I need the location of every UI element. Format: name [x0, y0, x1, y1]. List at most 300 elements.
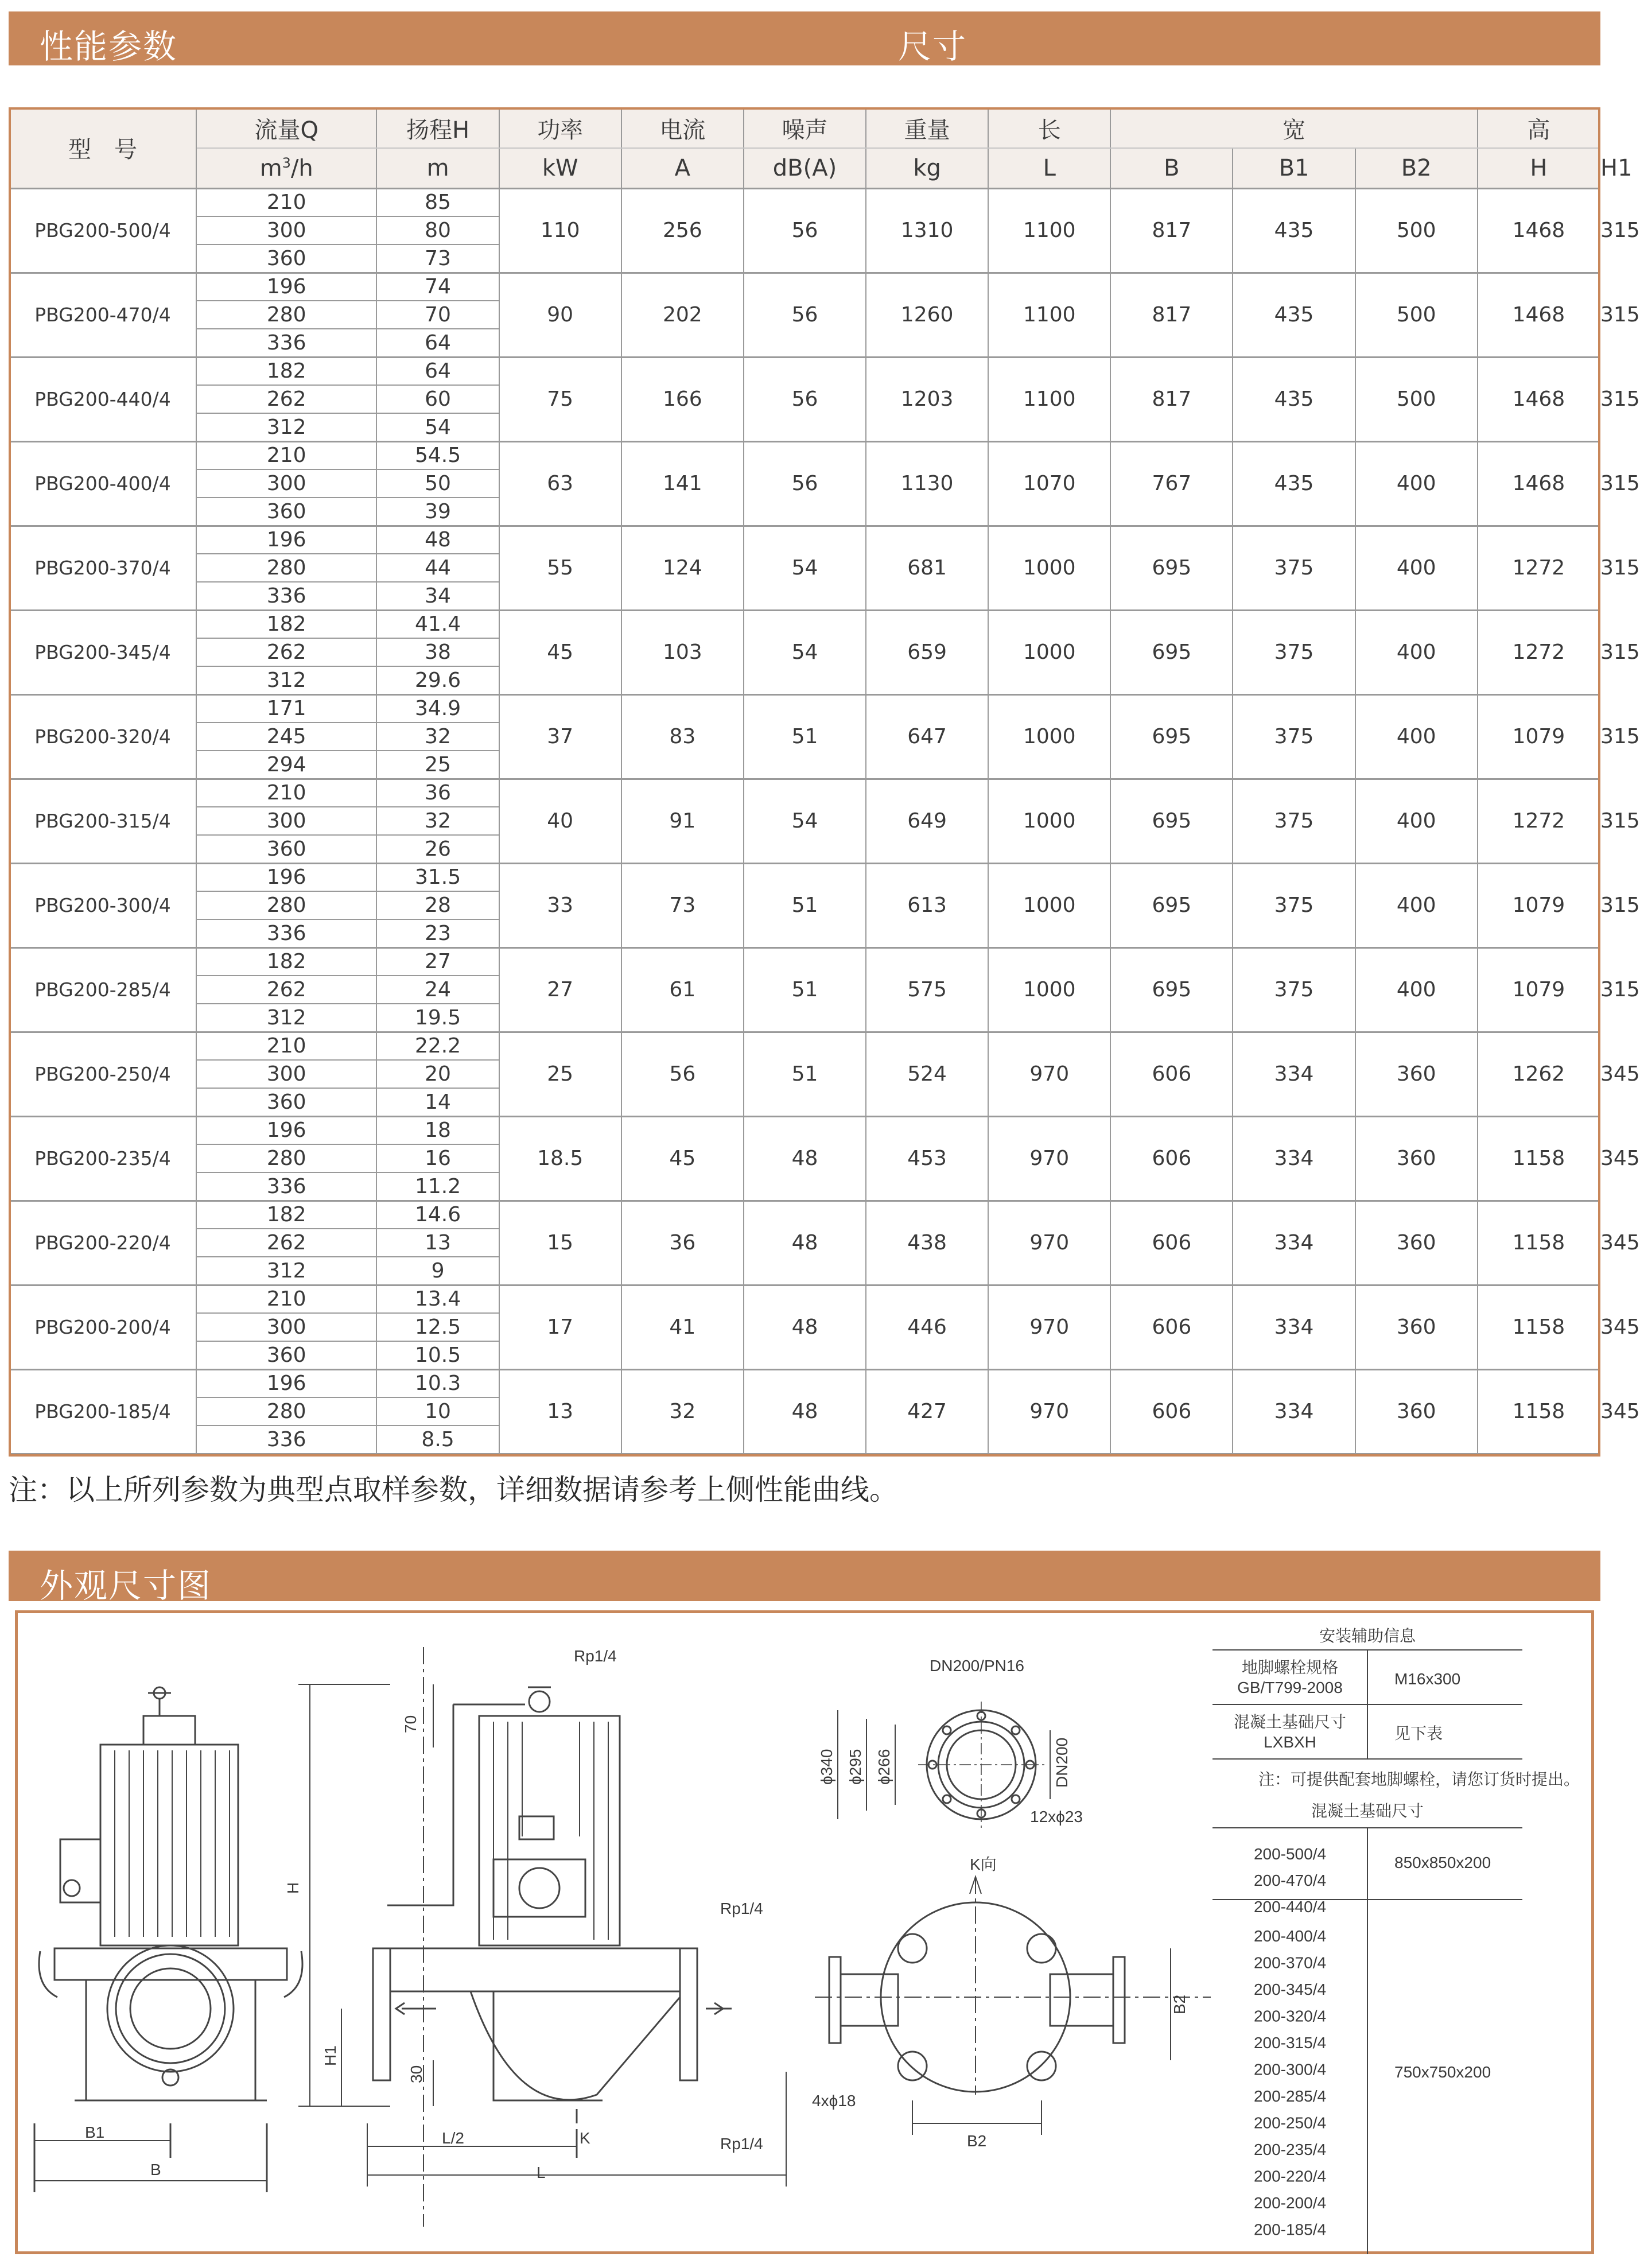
cell-b1: 334	[1233, 1285, 1355, 1369]
cell-head: 14.6	[376, 1201, 499, 1229]
table-row: PBG200-220/4 182 14.6 15 36 48 438 970 606 334 360 1158 345	[9, 1201, 1600, 1229]
cell-b1: 375	[1233, 947, 1355, 1032]
cell-head: 18	[376, 1116, 499, 1144]
cell-flow: 171	[196, 694, 377, 723]
cell-b1: 435	[1233, 357, 1355, 441]
cell-a: 73	[621, 863, 744, 947]
label-30: 30	[407, 2065, 425, 2083]
pump-front-view	[34, 1687, 302, 2192]
cell-b1: 435	[1233, 273, 1355, 357]
cell-flow: 300	[196, 807, 377, 835]
table-row: PBG200-500/4 210 85 110 256 56 1310 1100 817 435 500 1468 315	[9, 188, 1600, 216]
cell-model: PBG200-320/4	[9, 694, 196, 779]
cell-db: 48	[744, 1285, 866, 1369]
cell-flow: 262	[196, 385, 377, 413]
cell-flow: 210	[196, 188, 377, 216]
cell-l: 1100	[988, 357, 1110, 441]
cell-flow: 336	[196, 919, 377, 947]
unit-head: m	[376, 148, 499, 188]
cell-flow: 294	[196, 751, 377, 779]
cell-head: 31.5	[376, 863, 499, 891]
cell-h: 1079	[1478, 947, 1600, 1032]
cell-model: PBG200-370/4	[9, 526, 196, 610]
cell-model: PBG200-315/4	[9, 779, 196, 863]
label-B: B	[150, 2161, 161, 2178]
cell-b1: 334	[1233, 1369, 1355, 1454]
cell-a: 32	[621, 1369, 744, 1454]
cell-l: 970	[988, 1116, 1110, 1201]
cell-kg: 453	[866, 1116, 988, 1201]
table-row: PBG200-315/4 210 36 40 91 54 649 1000 695 375 400 1272 315	[9, 779, 1600, 807]
cell-head: 12.5	[376, 1313, 499, 1341]
cell-head: 38	[376, 638, 499, 666]
cell-a: 103	[621, 610, 744, 694]
cell-b2: 400	[1355, 947, 1478, 1032]
cell-head: 60	[376, 385, 499, 413]
unit-power: kW	[499, 148, 621, 188]
install-table-lines	[1212, 1650, 1522, 2254]
cell-kg: 575	[866, 947, 988, 1032]
label-phi295: ϕ295	[846, 1749, 864, 1785]
unit-current: A	[621, 148, 744, 188]
cell-model: PBG200-500/4	[9, 188, 196, 273]
install-conc-label-1: 混凝土基础尺寸	[1233, 1713, 1347, 1731]
install-conc-value: 见下表	[1394, 1725, 1443, 1742]
label-dn200: DN200	[1053, 1737, 1071, 1788]
cell-head: 9	[376, 1257, 499, 1285]
cell-kw: 25	[499, 1032, 621, 1116]
cell-b: 767	[1110, 441, 1233, 526]
cell-head: 8.5	[376, 1426, 499, 1454]
cell-model: PBG200-185/4	[9, 1369, 196, 1454]
unit-L: L	[988, 148, 1110, 188]
install-note: 注：可提供配套地脚螺栓，请您订货时提出。	[1258, 1770, 1580, 1788]
cell-h: 1468	[1478, 188, 1600, 273]
cell-flow: 336	[196, 1172, 377, 1201]
label-H: H	[284, 1882, 302, 1894]
cell-kg: 681	[866, 526, 988, 610]
cell-head: 85	[376, 188, 499, 216]
cell-db: 51	[744, 694, 866, 779]
cell-b: 695	[1110, 779, 1233, 863]
label-phi266: ϕ266	[875, 1749, 893, 1785]
cell-flow: 300	[196, 1060, 377, 1088]
install-model-item: 200-370/4	[1253, 1954, 1327, 1972]
col-header-noise: 噪声	[744, 108, 866, 148]
table-row: PBG200-440/4 182 64 75 166 56 1203 1100 817 435 500 1468 315	[9, 357, 1600, 385]
cell-b1: 375	[1233, 610, 1355, 694]
cell-h: 1079	[1478, 694, 1600, 779]
cell-a: 61	[621, 947, 744, 1032]
cell-a: 36	[621, 1201, 744, 1285]
cell-head: 70	[376, 301, 499, 329]
install-model-item: 200-440/4	[1253, 1898, 1327, 1916]
cell-flow: 360	[196, 498, 377, 526]
cell-head: 74	[376, 273, 499, 301]
cell-kw: 37	[499, 694, 621, 779]
install-model-item: 200-345/4	[1253, 1980, 1327, 1998]
cell-h: 1262	[1478, 1032, 1600, 1116]
table-row: PBG200-345/4 182 41.4 45 103 54 659 1000 695 375 400 1272 315	[9, 610, 1600, 638]
cell-l: 970	[988, 1285, 1110, 1369]
cell-flow: 196	[196, 863, 377, 891]
cell-flow: 336	[196, 1426, 377, 1454]
col-header-current: 电流	[621, 108, 744, 148]
cell-kg: 1203	[866, 357, 988, 441]
cell-b1: 375	[1233, 694, 1355, 779]
cell-h: 1158	[1478, 1116, 1600, 1201]
label-B2-side: B2	[1171, 1994, 1188, 2014]
label-70: 70	[402, 1715, 419, 1733]
unit-B: B	[1110, 148, 1233, 188]
cell-b1: 435	[1233, 441, 1355, 526]
label-B1: B1	[85, 2123, 105, 2141]
table-row: PBG200-250/4 210 22.2 25 56 51 524 970 606 334 360 1262 345	[9, 1032, 1600, 1060]
cell-head: 48	[376, 526, 499, 554]
cell-a: 56	[621, 1032, 744, 1116]
cell-head: 41.4	[376, 610, 499, 638]
cell-b1: 375	[1233, 526, 1355, 610]
table-row: PBG200-470/4 196 74 90 202 56 1260 1100 817 435 500 1468 315	[9, 273, 1600, 301]
cell-db: 54	[744, 526, 866, 610]
install-model-item: 200-500/4	[1253, 1845, 1327, 1863]
install-bolt-label-1: 地脚螺栓规格	[1241, 1659, 1339, 1676]
cell-flow: 360	[196, 1088, 377, 1116]
cell-head: 34	[376, 582, 499, 610]
cell-head: 64	[376, 357, 499, 385]
table-row: PBG200-285/4 182 27 27 61 51 575 1000 695 375 400 1079 315	[9, 947, 1600, 976]
cell-head: 10.3	[376, 1369, 499, 1397]
cell-b: 606	[1110, 1285, 1233, 1369]
cell-b2: 400	[1355, 694, 1478, 779]
cell-flow: 196	[196, 1369, 377, 1397]
cell-model: PBG200-400/4	[9, 441, 196, 526]
cell-kw: 18.5	[499, 1116, 621, 1201]
cell-head: 16	[376, 1144, 499, 1172]
cell-h: 1158	[1478, 1369, 1600, 1454]
cell-kw: 33	[499, 863, 621, 947]
cell-head: 32	[376, 723, 499, 751]
cell-l: 1100	[988, 188, 1110, 273]
unit-B2: B2	[1355, 148, 1478, 188]
install-found-title: 混凝土基础尺寸	[1311, 1802, 1424, 1820]
cell-kw: 13	[499, 1369, 621, 1454]
cell-flow: 262	[196, 638, 377, 666]
unit-weight: kg	[866, 148, 988, 188]
cell-b: 606	[1110, 1116, 1233, 1201]
cell-flow: 182	[196, 357, 377, 385]
install-model-item: 200-470/4	[1253, 1871, 1327, 1889]
cell-head: 26	[376, 835, 499, 863]
cell-flow: 210	[196, 779, 377, 807]
cell-head: 36	[376, 779, 499, 807]
cell-kw: 75	[499, 357, 621, 441]
pump-side-view	[298, 1647, 786, 2227]
unit-flow-h: /h	[290, 154, 313, 181]
cell-h: 1272	[1478, 779, 1600, 863]
cell-b2: 400	[1355, 526, 1478, 610]
cell-head: 10.5	[376, 1341, 499, 1369]
label-k-view: K向	[970, 1855, 997, 1873]
cell-kw: 40	[499, 779, 621, 863]
cell-model: PBG200-470/4	[9, 273, 196, 357]
flange-view	[838, 1702, 1050, 1828]
cell-head: 80	[376, 216, 499, 244]
col-header-length: 长	[988, 108, 1110, 148]
col-header-flow: 流量Q	[196, 108, 377, 148]
cell-b2: 360	[1355, 1369, 1478, 1454]
cell-kg: 613	[866, 863, 988, 947]
cell-db: 48	[744, 1116, 866, 1201]
cell-db: 56	[744, 441, 866, 526]
cell-b: 606	[1110, 1369, 1233, 1454]
cell-db: 56	[744, 357, 866, 441]
cell-head: 25	[376, 751, 499, 779]
cell-kw: 15	[499, 1201, 621, 1285]
cell-head: 19.5	[376, 1004, 499, 1032]
cell-flow: 196	[196, 1116, 377, 1144]
cell-head: 73	[376, 244, 499, 273]
unit-flow-sup: 3	[282, 154, 291, 171]
cell-h: 1468	[1478, 441, 1600, 526]
cell-head: 64	[376, 329, 499, 357]
cell-head: 54.5	[376, 441, 499, 469]
cell-head: 29.6	[376, 666, 499, 694]
install-group2-value: 750x750x200	[1394, 2063, 1491, 2081]
cell-l: 1000	[988, 779, 1110, 863]
table-row: PBG200-200/4 210 13.4 17 41 48 446 970 606 334 360 1158 345	[9, 1285, 1600, 1313]
cell-flow: 245	[196, 723, 377, 751]
cell-kw: 63	[499, 441, 621, 526]
install-model-item: 200-200/4	[1253, 2194, 1327, 2212]
label-holes: 12xϕ23	[1030, 1808, 1083, 1826]
cell-b2: 360	[1355, 1201, 1478, 1285]
cell-head: 54	[376, 413, 499, 441]
cell-flow: 336	[196, 329, 377, 357]
cell-b: 817	[1110, 188, 1233, 273]
cell-kw: 90	[499, 273, 621, 357]
col-header-width: 宽	[1110, 108, 1477, 148]
cell-model: PBG200-200/4	[9, 1285, 196, 1369]
table-row: PBG200-400/4 210 54.5 63 141 56 1130 1070 767 435 400 1468 315	[9, 441, 1600, 469]
cell-b1: 375	[1233, 779, 1355, 863]
install-bolt-value: M16x300	[1394, 1670, 1461, 1688]
cell-model: PBG200-440/4	[9, 357, 196, 441]
cell-head: 28	[376, 891, 499, 919]
install-model-item: 200-320/4	[1253, 2007, 1327, 2025]
cell-head: 14	[376, 1088, 499, 1116]
cell-b1: 435	[1233, 188, 1355, 273]
cell-head: 20	[376, 1060, 499, 1088]
cell-b1: 334	[1233, 1201, 1355, 1285]
cell-b: 817	[1110, 357, 1233, 441]
label-H1: H1	[321, 2045, 339, 2066]
cell-flow: 210	[196, 1285, 377, 1313]
cell-flow: 280	[196, 301, 377, 329]
cell-b2: 500	[1355, 273, 1478, 357]
cell-head: 44	[376, 554, 499, 582]
cell-h: 1272	[1478, 526, 1600, 610]
cell-b: 606	[1110, 1032, 1233, 1116]
cell-kw: 110	[499, 188, 621, 273]
unit-flow-m: m	[259, 154, 282, 181]
cell-flow: 280	[196, 1144, 377, 1172]
cell-flow: 300	[196, 216, 377, 244]
cell-head: 13.4	[376, 1285, 499, 1313]
cell-db: 54	[744, 610, 866, 694]
cell-a: 41	[621, 1285, 744, 1369]
cell-kw: 45	[499, 610, 621, 694]
cell-flow: 196	[196, 273, 377, 301]
cell-l: 1000	[988, 694, 1110, 779]
cell-l: 1000	[988, 610, 1110, 694]
cell-head: 50	[376, 469, 499, 498]
cell-head: 32	[376, 807, 499, 835]
cell-kw: 17	[499, 1285, 621, 1369]
cell-l: 970	[988, 1032, 1110, 1116]
cell-model: PBG200-250/4	[9, 1032, 196, 1116]
cell-kg: 438	[866, 1201, 988, 1285]
cell-b1: 375	[1233, 863, 1355, 947]
unit-H: H	[1478, 148, 1600, 188]
cell-db: 48	[744, 1201, 866, 1285]
cell-a: 256	[621, 188, 744, 273]
label-L-half: L/2	[442, 2129, 464, 2147]
cell-model: PBG200-345/4	[9, 610, 196, 694]
cell-b2: 400	[1355, 441, 1478, 526]
cell-db: 51	[744, 1032, 866, 1116]
cell-head: 27	[376, 947, 499, 976]
cell-l: 970	[988, 1201, 1110, 1285]
cell-kg: 659	[866, 610, 988, 694]
label-rp-bottom: Rp1/4	[720, 2135, 763, 2153]
cell-head: 24	[376, 976, 499, 1004]
cell-l: 970	[988, 1369, 1110, 1454]
table-footnote: 注：以上所列参数为典型点取样参数，详细数据请参考上侧性能曲线。	[9, 1473, 898, 1506]
cell-l: 1000	[988, 526, 1110, 610]
install-bolt-label-2: GB/T799-2008	[1237, 1679, 1343, 1696]
cell-db: 54	[744, 779, 866, 863]
cell-b: 695	[1110, 610, 1233, 694]
cell-h: 1468	[1478, 273, 1600, 357]
label-rp-top: Rp1/4	[574, 1647, 617, 1665]
cell-b: 606	[1110, 1201, 1233, 1285]
cell-db: 56	[744, 273, 866, 357]
cell-h: 1158	[1478, 1285, 1600, 1369]
install-model-item: 200-220/4	[1253, 2167, 1327, 2185]
cell-b2: 500	[1355, 357, 1478, 441]
cell-kg: 524	[866, 1032, 988, 1116]
cell-b: 695	[1110, 694, 1233, 779]
k-view-plan	[815, 1877, 1211, 2135]
cell-b2: 400	[1355, 610, 1478, 694]
cell-a: 124	[621, 526, 744, 610]
cell-kg: 649	[866, 779, 988, 863]
cell-a: 141	[621, 441, 744, 526]
cell-flow: 336	[196, 582, 377, 610]
cell-a: 91	[621, 779, 744, 863]
cell-kw: 27	[499, 947, 621, 1032]
cell-flow: 196	[196, 526, 377, 554]
section-title-performance: 性能参数	[40, 27, 178, 66]
cell-kg: 1260	[866, 273, 988, 357]
unit-noise: dB(A)	[744, 148, 866, 188]
cell-b2: 360	[1355, 1116, 1478, 1201]
cell-a: 83	[621, 694, 744, 779]
install-model-item: 200-235/4	[1253, 2141, 1327, 2158]
cell-b: 695	[1110, 947, 1233, 1032]
cell-l: 1000	[988, 863, 1110, 947]
cell-b1: 334	[1233, 1116, 1355, 1201]
label-K: K	[580, 2129, 590, 2147]
cell-head: 39	[376, 498, 499, 526]
cell-db: 51	[744, 863, 866, 947]
cell-flow: 182	[196, 1201, 377, 1229]
cell-flow: 280	[196, 554, 377, 582]
cell-flow: 300	[196, 469, 377, 498]
cell-l: 1070	[988, 441, 1110, 526]
col-header-height: 高	[1478, 108, 1600, 148]
cell-flow: 262	[196, 1229, 377, 1257]
cell-db: 56	[744, 188, 866, 273]
install-model-item: 200-250/4	[1253, 2114, 1327, 2132]
section-title-dimensions: 尺寸	[898, 27, 967, 66]
table-row: PBG200-235/4 196 18 18.5 45 48 453 970 606 334 360 1158 345	[9, 1116, 1600, 1144]
cell-flow: 312	[196, 666, 377, 694]
cell-flow: 312	[196, 413, 377, 441]
label-phi340: ϕ340	[818, 1749, 835, 1785]
cell-flow: 262	[196, 976, 377, 1004]
cell-b1: 334	[1233, 1032, 1355, 1116]
cell-head: 11.2	[376, 1172, 499, 1201]
cell-kw: 55	[499, 526, 621, 610]
cell-flow: 312	[196, 1257, 377, 1285]
table-header-row-2: $m^3/h$ m kW A dB(A) kg L B B1 B2 H H1	[9, 148, 1600, 188]
cell-model: PBG200-300/4	[9, 863, 196, 947]
cell-flow: 360	[196, 835, 377, 863]
cell-h: 1468	[1478, 357, 1600, 441]
cell-head: 23	[376, 919, 499, 947]
cell-flow: 210	[196, 1032, 377, 1060]
cell-head: 10	[376, 1397, 499, 1426]
cell-b: 695	[1110, 526, 1233, 610]
install-title: 安装辅助信息	[1319, 1627, 1416, 1645]
cell-h: 1158	[1478, 1201, 1600, 1285]
cell-flow: 280	[196, 1397, 377, 1426]
cell-a: 202	[621, 273, 744, 357]
cell-kg: 647	[866, 694, 988, 779]
cell-b2: 500	[1355, 188, 1478, 273]
cell-head: 34.9	[376, 694, 499, 723]
cell-b2: 400	[1355, 779, 1478, 863]
cell-b2: 400	[1355, 863, 1478, 947]
col-header-weight: 重量	[866, 108, 988, 148]
cell-flow: 360	[196, 1341, 377, 1369]
cell-model: PBG200-235/4	[9, 1116, 196, 1201]
install-model-item: 200-400/4	[1253, 1927, 1327, 1945]
label-base-holes: 4xϕ18	[812, 2092, 856, 2110]
table-row: PBG200-185/4 196 10.3 13 32 48 427 970 606 334 360 1158 345	[9, 1369, 1600, 1397]
install-model-item: 200-285/4	[1253, 2087, 1327, 2105]
install-group1-value: 850x850x200	[1394, 1854, 1491, 1871]
cell-db: 51	[744, 947, 866, 1032]
cell-kg: 446	[866, 1285, 988, 1369]
cell-model: PBG200-220/4	[9, 1201, 196, 1285]
cell-flow: 210	[196, 441, 377, 469]
cell-kg: 1130	[866, 441, 988, 526]
table-row: PBG200-300/4 196 31.5 33 73 51 613 1000 695 375 400 1079 315	[9, 863, 1600, 891]
cell-kg: 1310	[866, 188, 988, 273]
